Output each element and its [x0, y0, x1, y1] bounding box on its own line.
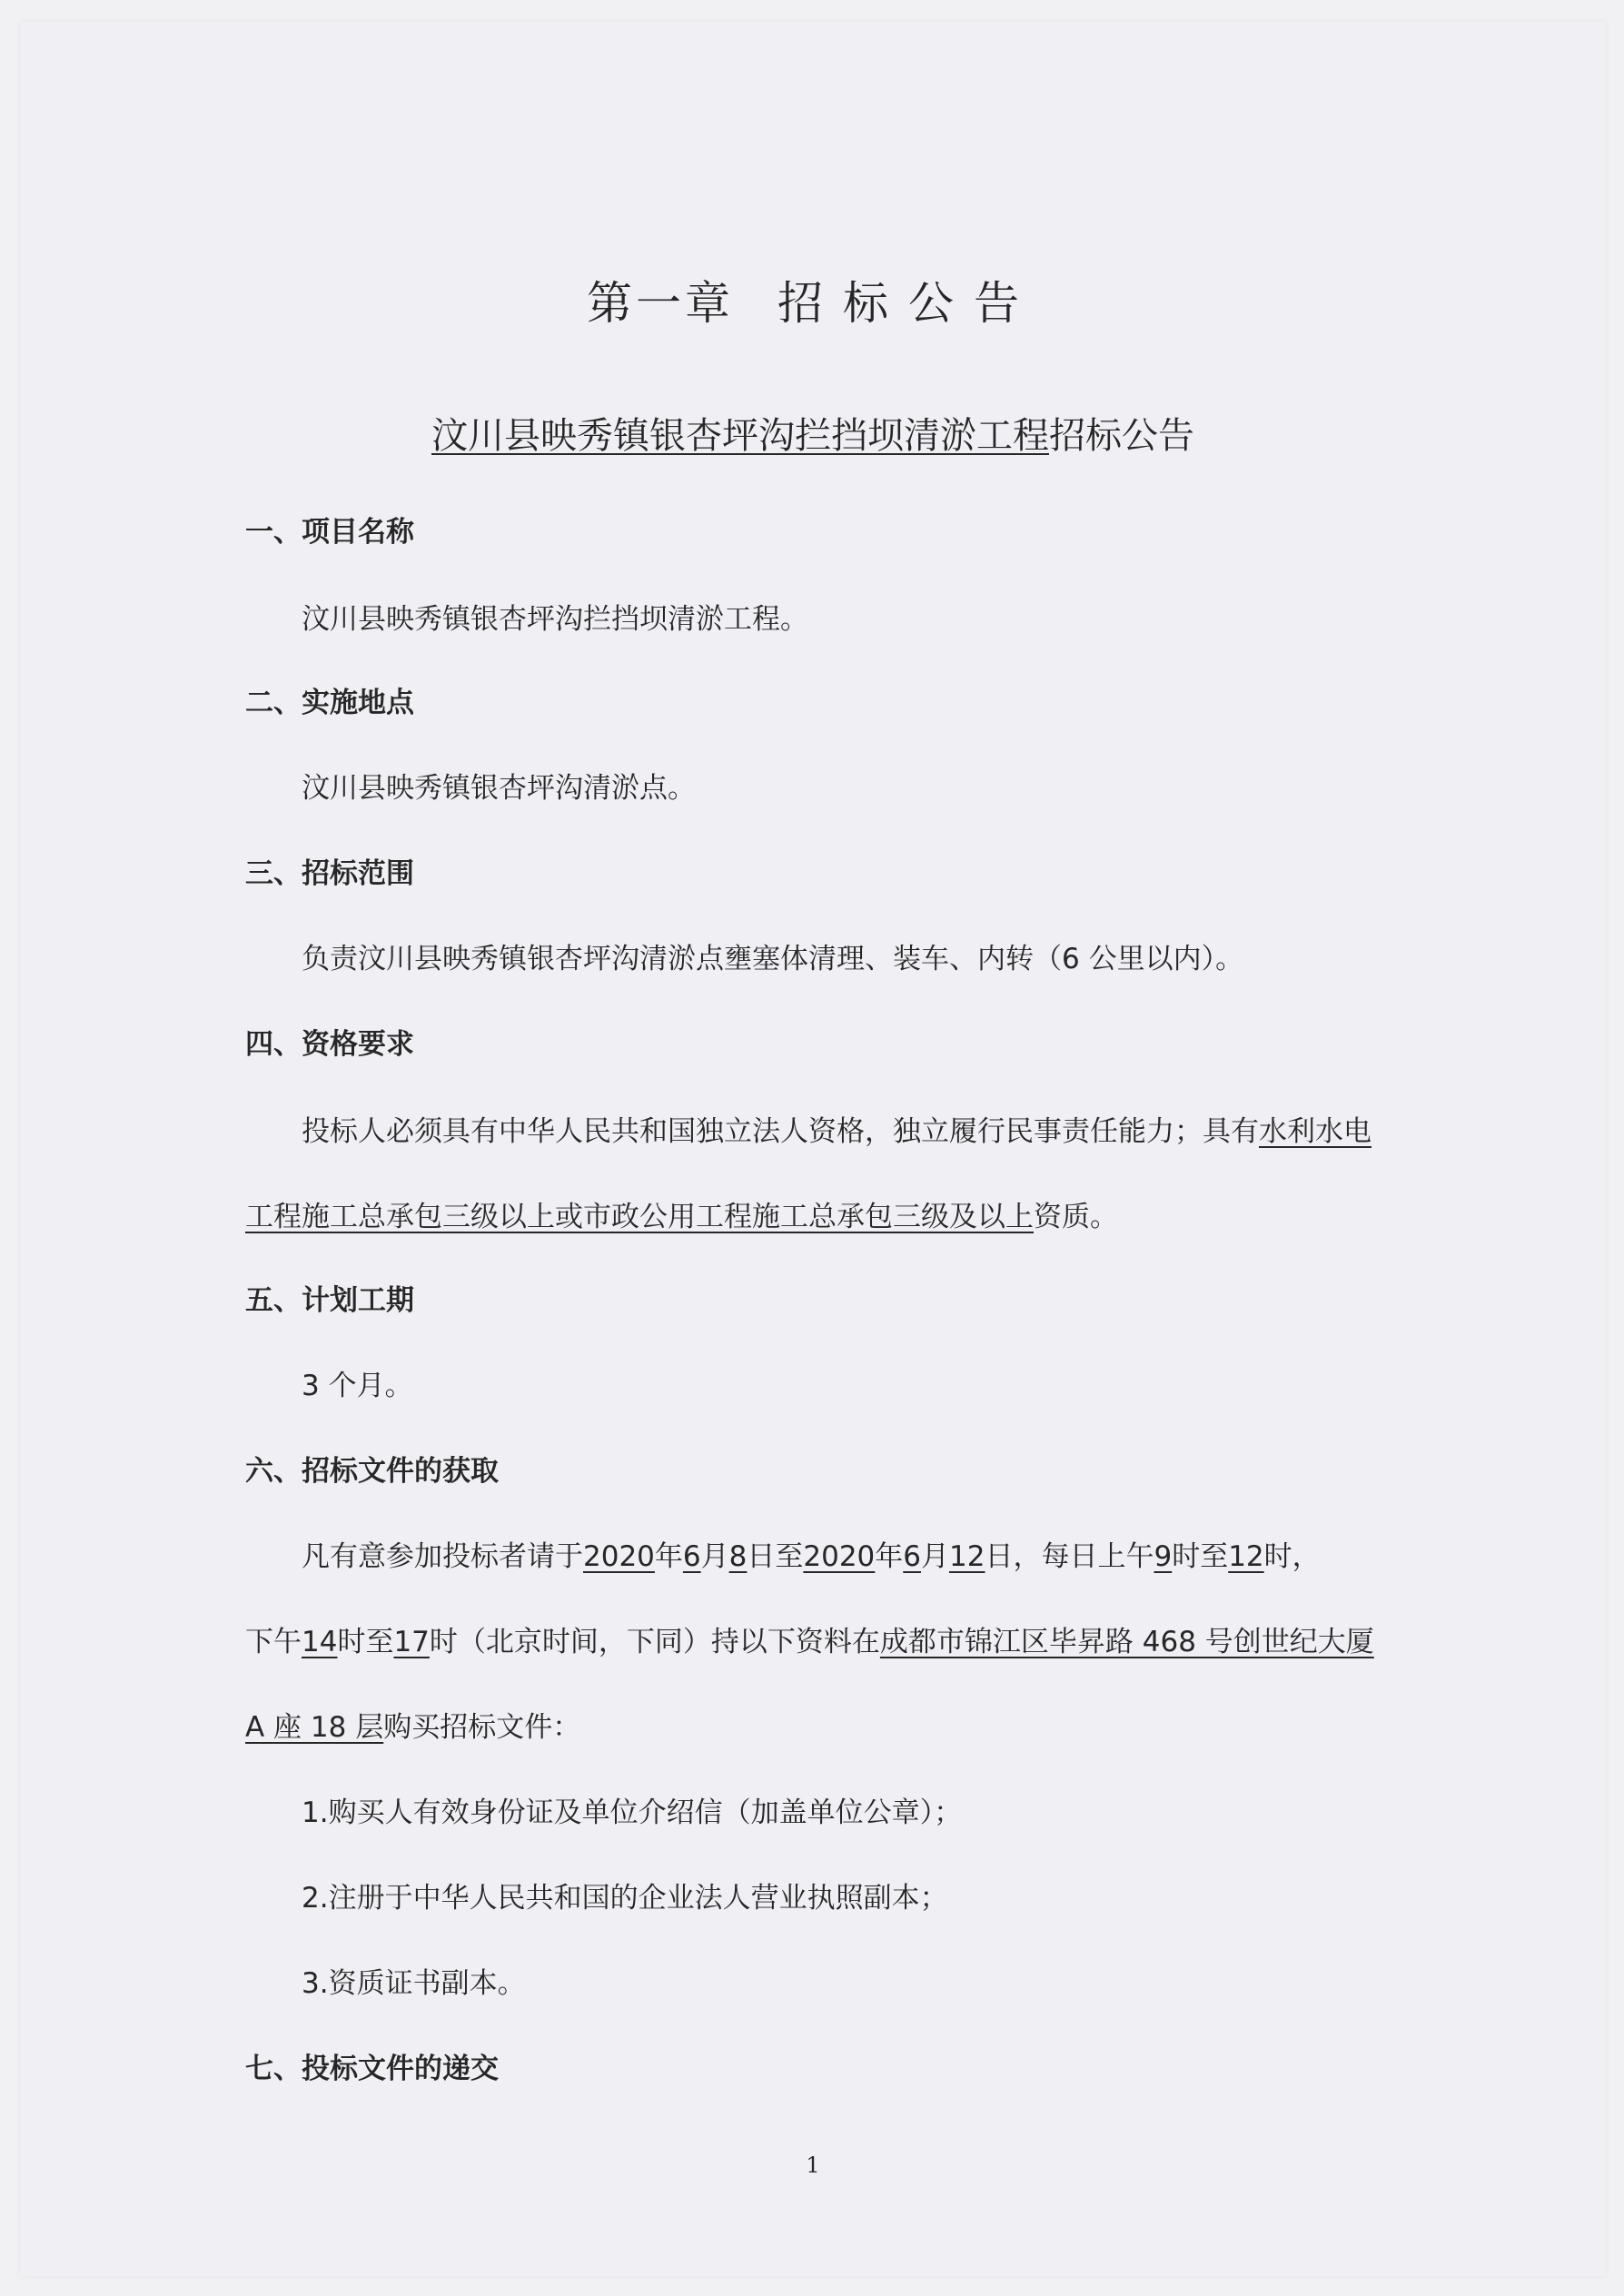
beijing-time-text: 时（北京时间，下同）持以下资料在	[429, 1626, 880, 1658]
acquisition-line-3	[245, 1704, 580, 1745]
start-day: 8	[728, 1540, 748, 1573]
page-number: 1	[806, 2152, 820, 2178]
end-day: 12	[949, 1540, 985, 1573]
project-name-underlined: 汶川县映秀镇银杏坪沟拦挡坝清淤工程	[431, 415, 1049, 457]
year-char: 年	[654, 1540, 683, 1573]
section-body-2: 汶川县映秀镇银杏坪沟清淤点。	[302, 772, 696, 805]
year-char: 年	[875, 1540, 904, 1573]
hour-char: 时，	[1263, 1540, 1321, 1573]
purchase-text: 购买招标文件：	[383, 1711, 581, 1744]
end-year: 2020	[803, 1540, 876, 1573]
section-heading-1: 一、项目名称	[245, 516, 414, 549]
chapter-title: 招标公告	[777, 277, 1039, 330]
qualification-suffix: 资质。	[1034, 1201, 1118, 1233]
day-to-text: 日至	[747, 1540, 804, 1573]
start-month: 6	[682, 1540, 701, 1573]
chapter-prefix: 第一章	[587, 277, 734, 330]
section-heading-3: 三、招标范围	[245, 857, 414, 890]
address-part-1: 成都市锦江区毕昇路 468 号创世纪大厦	[879, 1626, 1374, 1658]
section-heading-2: 二、实施地点	[245, 687, 414, 719]
list-item: 2.注册于中华人民共和国的企业法人营业执照副本；	[302, 1882, 948, 1915]
section-heading-4: 四、资格要求	[245, 1028, 414, 1061]
morning-start-hour: 9	[1154, 1540, 1173, 1573]
document-page	[20, 22, 1606, 2276]
qualification-text: 投标人必须具有中华人民共和国独立法人资格，独立履行民事责任能力；具有	[302, 1115, 1259, 1148]
start-year: 2020	[583, 1540, 655, 1573]
qualification-underlined-1: 水利水电	[1259, 1115, 1371, 1148]
acquisition-line-2	[245, 1618, 1374, 1659]
chapter-heading	[20, 267, 1606, 332]
document-title	[20, 407, 1606, 459]
daily-morning-text: 日，每日上午	[985, 1540, 1154, 1573]
section-heading-6: 六、招标文件的获取	[245, 1455, 499, 1488]
afternoon-start-hour: 14	[302, 1626, 338, 1658]
hour-to-text: 时至	[1172, 1540, 1229, 1573]
section-heading-5: 五、计划工期	[245, 1284, 414, 1317]
section-body-1: 汶川县映秀镇银杏坪沟拦挡坝清淤工程。	[302, 603, 808, 636]
month-char: 月	[921, 1540, 950, 1573]
hour-to-text: 时至	[337, 1626, 394, 1658]
qualification-line-2	[245, 1193, 1118, 1234]
morning-end-hour: 12	[1228, 1540, 1264, 1573]
section-heading-7: 七、投标文件的递交	[245, 2053, 499, 2085]
afternoon-text: 下午	[245, 1626, 302, 1658]
acquisition-line-1	[302, 1533, 1321, 1574]
title-suffix: 招标公告	[1049, 415, 1194, 457]
list-item: 3.资质证书副本。	[302, 1967, 526, 2000]
month-char: 月	[700, 1540, 729, 1573]
address-part-2: A 座 18 层	[245, 1711, 384, 1744]
section-body-5: 3 个月。	[302, 1370, 413, 1402]
list-item: 1.购买人有效身份证及单位介绍信（加盖单位公章）；	[302, 1796, 963, 1829]
qualification-underlined-2: 工程施工总承包三级以上或市政公用工程施工总承包三级及以上	[245, 1201, 1034, 1233]
end-month: 6	[903, 1540, 922, 1573]
qualification-line-1	[302, 1108, 1371, 1149]
acquisition-text: 凡有意参加投标者请于	[302, 1540, 583, 1573]
section-body-3: 负责汶川县映秀镇银杏坪沟清淤点壅塞体清理、装车、内转（6 公里以内）。	[302, 943, 1244, 975]
afternoon-end-hour: 17	[393, 1626, 430, 1658]
